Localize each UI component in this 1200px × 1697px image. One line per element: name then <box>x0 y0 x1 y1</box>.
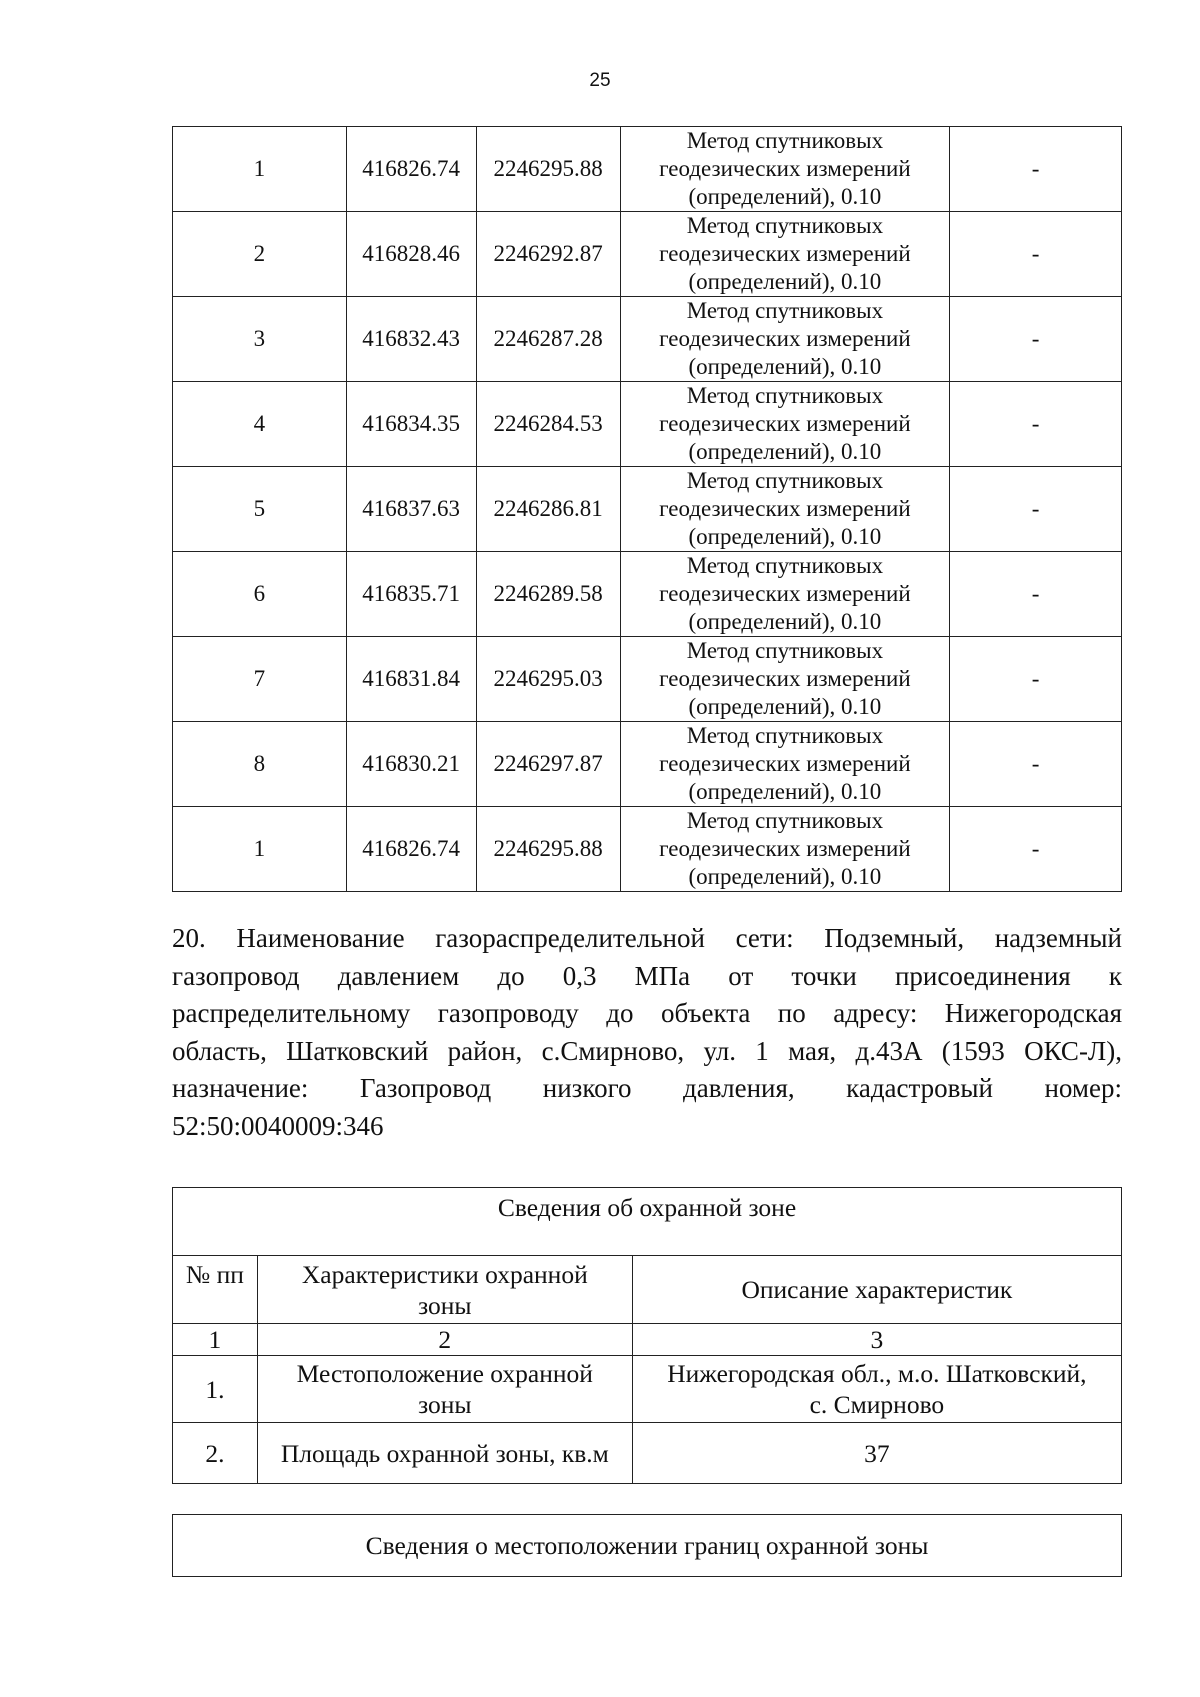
point-number: 1 <box>173 807 347 892</box>
coord-x: 416826.74 <box>346 807 476 892</box>
measurement-method <box>620 212 950 297</box>
coord-row <box>173 212 1122 297</box>
coord-x: 416835.71 <box>346 552 476 637</box>
measurement-method <box>620 552 950 637</box>
measurement-method-line: (определений), 0.10 <box>688 694 882 719</box>
coord-y: 2246292.87 <box>476 212 620 297</box>
measurement-method-line: Метод спутниковых <box>686 468 884 493</box>
measurement-method <box>620 127 950 212</box>
paragraph-line: газопровод давлением до 0,3 МПа от точки присоединения к <box>172 960 1122 991</box>
row-num: 1. <box>173 1356 258 1423</box>
coord-x: 416831.84 <box>346 637 476 722</box>
coordinates-table <box>172 126 1122 892</box>
coord-x: 416837.63 <box>346 467 476 552</box>
coord-row <box>173 722 1122 807</box>
coord-y: 2246297.87 <box>476 722 620 807</box>
coord-y: 2246286.81 <box>476 467 620 552</box>
coord-row <box>173 467 1122 552</box>
measurement-method-line: Метод спутниковых <box>686 213 884 238</box>
point-note: - <box>950 552 1122 637</box>
point-number: 8 <box>173 722 347 807</box>
column-number: 2 <box>257 1324 632 1356</box>
measurement-method-line: Метод спутниковых <box>686 128 884 153</box>
point-note: - <box>950 807 1122 892</box>
measurement-method <box>620 297 950 382</box>
paragraph-line: назначение: Газопровод низкого давления, кадастровый номер: <box>172 1073 1122 1103</box>
zone-location-label <box>257 1356 632 1423</box>
measurement-method-line: Метод спутниковых <box>686 553 884 578</box>
header-characteristics-line: зоны <box>418 1290 472 1320</box>
coord-x: 416834.35 <box>346 382 476 467</box>
point-note: - <box>950 127 1122 212</box>
measurement-method <box>620 807 950 892</box>
measurement-method-line: геодезических измерений <box>659 326 911 351</box>
measurement-method-line: (определений), 0.10 <box>688 354 882 379</box>
column-number: 1 <box>173 1324 258 1356</box>
paragraph-line: область, Шатковский район, с.Смирново, ул. 1 мая, д.43А (1593 ОКС-Л), <box>172 1035 1122 1066</box>
paragraph-line: 52:50:0040009:346 <box>172 1110 384 1141</box>
measurement-method-line: геодезических измерений <box>659 836 911 861</box>
coord-x: 416826.74 <box>346 127 476 212</box>
coord-row <box>173 637 1122 722</box>
coord-y: 2246295.88 <box>476 127 620 212</box>
measurement-method-line: геодезических измерений <box>659 581 911 606</box>
coord-y: 2246295.88 <box>476 807 620 892</box>
row-num: 2. <box>173 1423 258 1484</box>
measurement-method <box>620 637 950 722</box>
coord-y: 2246289.58 <box>476 552 620 637</box>
network-description-paragraph <box>172 920 1122 1145</box>
point-note: - <box>950 637 1122 722</box>
zone-location-value <box>632 1356 1121 1423</box>
point-note: - <box>950 297 1122 382</box>
measurement-method-line: геодезических измерений <box>659 411 911 436</box>
measurement-method <box>620 467 950 552</box>
measurement-method-line: геодезических измерений <box>659 156 911 181</box>
measurement-method-line: (определений), 0.10 <box>688 524 882 549</box>
point-number: 1 <box>173 127 347 212</box>
zone-location-label-line: зоны <box>418 1390 472 1419</box>
point-number: 2 <box>173 212 347 297</box>
measurement-method-line: геодезических измерений <box>659 666 911 691</box>
measurement-method-line: Метод спутниковых <box>686 383 884 408</box>
zone-table-title: Сведения об охранной зоне <box>173 1188 1122 1256</box>
coord-x: 416828.46 <box>346 212 476 297</box>
zone-location-value-line: с. Смирново <box>809 1390 945 1419</box>
point-number: 4 <box>173 382 347 467</box>
measurement-method-line: Метод спутниковых <box>686 298 884 323</box>
coord-y: 2246295.03 <box>476 637 620 722</box>
zone-area-value: 37 <box>632 1423 1121 1484</box>
header-characteristics-line: Характеристики охранной <box>301 1259 588 1289</box>
column-number: 3 <box>632 1324 1121 1356</box>
coord-row <box>173 807 1122 892</box>
coord-row <box>173 297 1122 382</box>
measurement-method-line: Метод спутниковых <box>686 638 884 663</box>
zone-boundaries-title: Сведения о местоположении границ охранной зоны <box>173 1515 1122 1577</box>
header-characteristics <box>257 1256 632 1324</box>
measurement-method-line: (определений), 0.10 <box>688 779 882 804</box>
point-number: 3 <box>173 297 347 382</box>
coord-x: 416830.21 <box>346 722 476 807</box>
zone-boundaries-table <box>172 1514 1122 1577</box>
point-number: 5 <box>173 467 347 552</box>
point-note: - <box>950 212 1122 297</box>
page-number: 25 <box>589 70 611 91</box>
measurement-method-line: геодезических измерений <box>659 241 911 266</box>
coord-row <box>173 127 1122 212</box>
measurement-method-line: геодезических измерений <box>659 751 911 776</box>
coord-x: 416832.43 <box>346 297 476 382</box>
measurement-method-line: (определений), 0.10 <box>688 864 882 889</box>
measurement-method-line: (определений), 0.10 <box>688 609 882 634</box>
paragraph-line: 20. Наименование газораспределительной сети: Подземный, надземный <box>172 923 1122 953</box>
point-note: - <box>950 722 1122 807</box>
coord-y: 2246287.28 <box>476 297 620 382</box>
coord-row <box>173 552 1122 637</box>
coord-row <box>173 382 1122 467</box>
coord-y: 2246284.53 <box>476 382 620 467</box>
header-num: № пп <box>173 1256 258 1324</box>
point-number: 7 <box>173 637 347 722</box>
point-number: 6 <box>173 552 347 637</box>
measurement-method-line: (определений), 0.10 <box>688 269 882 294</box>
measurement-method-line: (определений), 0.10 <box>688 439 882 464</box>
point-note: - <box>950 467 1122 552</box>
protection-zone-table <box>172 1187 1122 1484</box>
measurement-method <box>620 722 950 807</box>
measurement-method-line: (определений), 0.10 <box>688 184 882 209</box>
measurement-method-line: Метод спутниковых <box>686 808 884 833</box>
measurement-method-line: геодезических измерений <box>659 496 911 521</box>
zone-location-label-line: Местоположение охранной <box>296 1359 593 1388</box>
point-note: - <box>950 382 1122 467</box>
paragraph-line: распределительному газопроводу до объекта по адресу: Нижегородская <box>172 998 1122 1028</box>
measurement-method <box>620 382 950 467</box>
zone-location-value-line: Нижегородская обл., м.о. Шатковский, <box>667 1359 1087 1388</box>
header-description: Описание характеристик <box>632 1256 1121 1324</box>
measurement-method-line: Метод спутниковых <box>686 723 884 748</box>
zone-area-label: Площадь охранной зоны, кв.м <box>257 1423 632 1484</box>
